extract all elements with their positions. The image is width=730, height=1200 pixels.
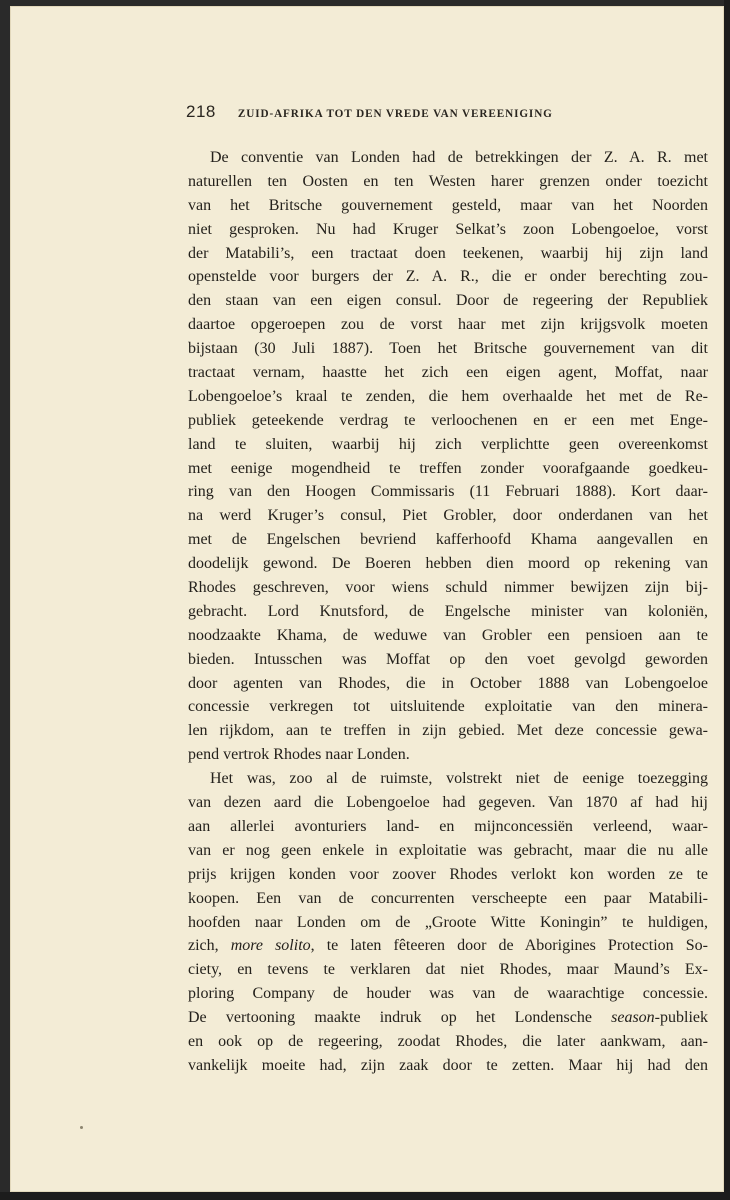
- text-line: Lobengoeloe’s kraal te zenden, die hem overhaalde het met de Re-: [188, 387, 708, 405]
- text-line: pend vertrok Rhodes naar Londen.: [188, 746, 410, 764]
- text-line: noodzaakte Khama, de weduwe van Grobler een pensioen aan te: [188, 626, 708, 644]
- text-line: met de Engelschen bevriend kafferhoofd Khama aangevallen en: [188, 531, 708, 549]
- text-line: naturellen ten Oosten en ten Westen harer grenzen onder toezicht: [188, 172, 708, 190]
- text-line: tractaat vernam, haastte het zich een eigen agent, Moffat, naar: [188, 364, 708, 382]
- text-line: den staan van een eigen consul. Door de regeering der Republiek: [188, 292, 708, 310]
- italic-word: season: [611, 1009, 655, 1027]
- text-segment: De vertooning maakte indruk op het Londensche: [188, 1009, 612, 1027]
- text-line: daartoe opgeroepen zou de vorst haar met zijn krijgsvolk moeten: [188, 316, 708, 334]
- italic-phrase: more solito: [230, 937, 311, 955]
- text-line: land te sluiten, waarbij hij zich verplichtte geen overeenkomst: [188, 435, 708, 453]
- paper-speck: [80, 1126, 83, 1129]
- text-line: hoofden naar Londen om de „Groote Witte Koningin” te huldigen,: [188, 913, 708, 931]
- text-line: ring van den Hoogen Commissaris (11 Februari 1888). Kort daar-: [188, 483, 708, 501]
- text-line: bijstaan (30 Juli 1887). Toen het Britsche gouvernement van dit: [188, 340, 708, 358]
- running-head: ZUID-AFRIKA TOT DEN VREDE VAN VEREENIGING: [237, 108, 553, 120]
- text-line: Rhodes geschreven, voor wiens schuld nimmer bewijzen zijn bij-: [188, 579, 708, 597]
- text-line: koopen. Een van de concurrenten verscheepte een paar Matabili-: [188, 889, 708, 907]
- text-line: van het Britsche gouvernement gesteld, maar van het Noorden: [188, 196, 708, 214]
- body-text: [188, 146, 708, 1078]
- text-line: gebracht. Lord Knutsford, de Engelsche minister van koloniën,: [188, 602, 708, 620]
- text-segment: zich,: [188, 937, 231, 955]
- text-line: der Matabili’s, een tractaat doen teekenen, waarbij hij zijn land: [188, 244, 708, 262]
- text-line: niet gesproken. Nu had Kruger Selkat’s zoon Lobengoeloe, vorst: [188, 220, 708, 238]
- text-line: met eenige mogendheid te treffen zonder voorafgaande goedkeu-: [188, 459, 708, 477]
- text-line: ploring Company de houder was van de waarachtige concessie.: [188, 985, 708, 1003]
- text-line: len rijkdom, aan te treffen in zijn gebied. Met deze concessie gewa-: [188, 722, 708, 740]
- scan-border-bottom: [0, 1192, 730, 1200]
- text-line: prijs krijgen konden voor zoover Rhodes verlokt kon worden ze te: [188, 865, 708, 883]
- text-line: van er nog geen enkele in exploitatie was gebracht, maar die nu alle: [188, 841, 708, 859]
- text-line: doodelijk gewond. De Boeren hebben dien moord op rekening van: [188, 555, 708, 573]
- paragraph-1: [188, 146, 708, 767]
- text-segment: , te laten fêteeren door de Aborigines Protection So-: [310, 937, 708, 955]
- text-line: Het was, zoo al de ruimste, volstrekt niet de eenige toezegging: [210, 770, 708, 788]
- text-segment: -publiek: [654, 1009, 708, 1027]
- page-header: [186, 102, 626, 122]
- page-number: 218: [186, 102, 216, 121]
- text-line: publiek geteekende verdrag te verloochenen en er een met Enge-: [188, 411, 708, 429]
- scan-border-right: [724, 0, 730, 1200]
- text-line: ciety, en tevens te verklaren dat niet Rhodes, maar Maund’s Ex-: [188, 961, 708, 979]
- text-line: De conventie van Londen had de betrekkingen der Z. A. R. met: [210, 149, 708, 166]
- book-page: [10, 6, 724, 1192]
- text-line: [188, 1006, 708, 1030]
- text-line: van dezen aard die Lobengoeloe had gegeven. Van 1870 af had hij: [188, 794, 708, 812]
- text-line: concessie verkregen tot uitsluitende exploitatie van den minera-: [188, 698, 708, 716]
- text-line: na werd Kruger’s consul, Piet Grobler, door onderdanen van het: [188, 507, 708, 525]
- paragraph-2: [188, 767, 708, 1078]
- text-line: vankelijk moeite had, zijn zaak door te zetten. Maar hij had den: [188, 1056, 708, 1074]
- text-line: door agenten van Rhodes, die in October 1888 van Lobengoeloe: [188, 674, 708, 692]
- text-line: bieden. Intusschen was Moffat op den voet gevolgd geworden: [188, 650, 708, 668]
- text-line: openstelde voor burgers der Z. A. R., die er onder berechting zou-: [188, 268, 708, 286]
- text-line: [188, 934, 708, 958]
- text-line: aan allerlei avonturiers land- en mijnconcessiën verleend, waar-: [188, 817, 708, 835]
- text-line: en ook op de regeering, zoodat Rhodes, die later aankwam, aan-: [188, 1032, 708, 1050]
